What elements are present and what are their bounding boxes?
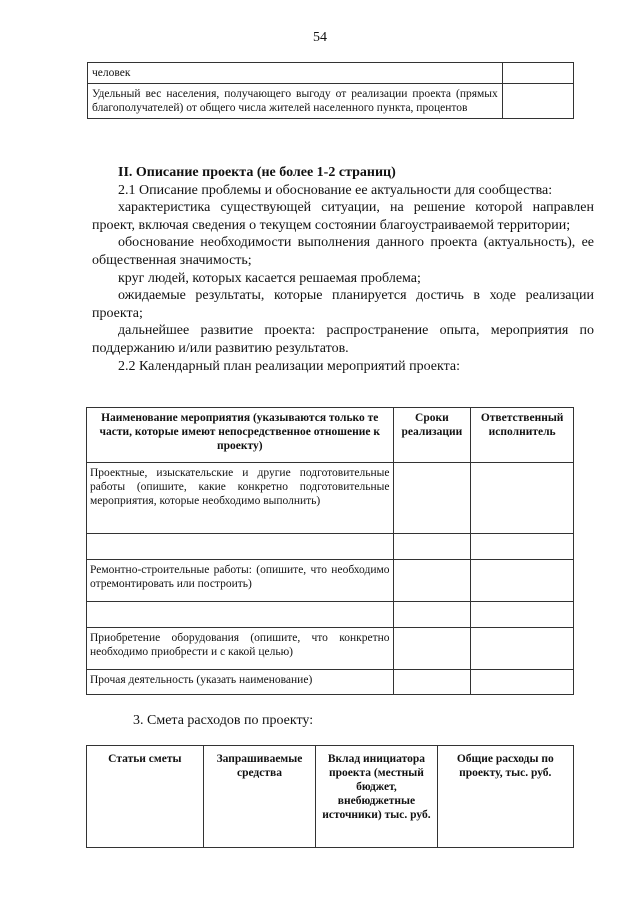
budget-table [86,745,574,848]
table-row [87,560,574,602]
table-cell-label: Удельный вес населения, получающего выгоду от реализации проекта (прямых благополучателей) от общего числа жителей населенного пункта, процентов [88,84,503,119]
column-header: Статьи сметы [87,746,204,848]
table-header-row [87,408,574,463]
table-cell [393,463,471,534]
table-row [87,602,574,628]
table-cell: Прочая деятельность (указать наименование) [87,670,394,695]
paragraph: 2.1 Описание проблемы и обоснование ее актуальности для сообщества: [118,182,553,198]
table-header-row [87,746,574,848]
table-row [87,670,574,695]
indicators-table [87,62,574,119]
table-row [88,84,574,119]
table-cell [393,560,471,602]
paragraph: характеристика существующей ситуации, на решение которой направлен проект, включая сведения о текущем состоянии благоустраиваемой территории; [92,200,594,233]
table-row [87,628,574,670]
table-row [88,63,574,84]
section-2-text [92,164,594,375]
page-number: 54 [313,30,327,45]
table-cell: Проектные, изыскательские и другие подготовительные работы (опишите, какие конкретно подготовительные мероприятия, которые необходимо выполнить) [87,463,394,534]
column-header: Запрашиваемые средства [203,746,316,848]
column-header: Наименование мероприятия (указываются только те части, которые имеют непосредственное отношение к проекту) [87,408,394,463]
calendar-plan-table [86,407,574,695]
paragraph: дальнейшее развитие проекта: распространение опыта, мероприятия по поддержанию и/или развитию результатов. [92,323,594,356]
paragraph: 2.2 Календарный план реализации мероприятий проекта: [118,358,461,374]
paragraph: круг людей, которых касается решаемая проблема; [118,270,421,286]
table-cell: Ремонтно-строительные работы: (опишите, что необходимо отремонтировать или построить) [87,560,394,602]
table-cell: Приобретение оборудования (опишите, что конкретно необходимо приобрести и с какой целью) [87,628,394,670]
column-header: Сроки реализации [393,408,471,463]
table-cell [471,560,574,602]
table-cell-label: человек [88,63,503,84]
paragraph: ожидаемые результаты, которые планируется достичь в ходе реализации проекта; [92,288,594,321]
table-cell-value [502,63,573,84]
table-cell [471,628,574,670]
column-header: Общие расходы по проекту, тыс. руб. [437,746,573,848]
table-cell [471,602,574,628]
paragraph: обоснование необходимости выполнения данного проекта (актуальность), ее общественная значимость; [92,235,594,268]
table-cell [393,602,471,628]
table-cell [393,534,471,560]
table-row [87,463,574,534]
section-heading: II. Описание проекта (не более 1-2 страниц) [118,165,396,180]
table-cell [393,628,471,670]
table-cell [393,670,471,695]
section-3-title: 3. Смета расходов по проекту: [133,713,314,728]
column-header: Ответственный исполнитель [471,408,574,463]
column-header: Вклад инициатора проекта (местный бюджет, внебюджетные источники) тыс. руб. [316,746,437,848]
table-cell [87,534,394,560]
table-cell [471,463,574,534]
table-cell [471,670,574,695]
table-cell-value [502,84,573,119]
table-row [87,534,574,560]
table-cell [87,602,394,628]
table-cell [471,534,574,560]
